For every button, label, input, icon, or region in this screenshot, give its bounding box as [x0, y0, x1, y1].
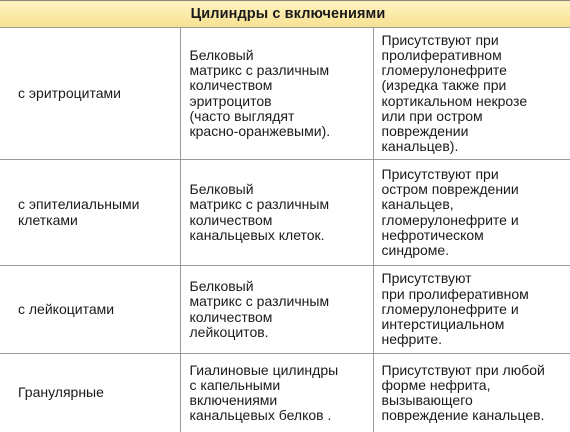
- table-row: [0, 160, 570, 266]
- cast-description-cell: Белковый матрикс с различным количеством лейкоцитов.: [180, 266, 373, 354]
- cast-occurrence-cell: Присутствуют при пролиферативном гломерулонефрите (изредка также при кортикальном некрозе или при остром повреждении канальцев).: [373, 28, 570, 160]
- cast-occurrence-cell: Присутствуют при остром повреждении канальцев, гломерулонефрите и нефротическом синдроме.: [373, 160, 570, 266]
- cast-name-cell: с эритроцитами: [0, 28, 180, 160]
- cast-name-cell: с лейкоцитами: [0, 266, 180, 354]
- table-title-cell: [0, 1, 570, 28]
- cast-description-cell: Белковый матрикс с различным количеством эритроцитов (часто выглядят красно-оранжевыми).: [180, 28, 373, 160]
- cast-occurrence-cell: Присутствуют при любой форме нефрита, вызывающего повреждение канальцев.: [373, 354, 570, 432]
- cast-name-cell: Гранулярные: [0, 354, 180, 432]
- table-row: [0, 354, 570, 432]
- cast-name-cell: с эпителиальными клетками: [0, 160, 180, 266]
- cast-description-cell: Гиалиновые цилиндры с капельными включениями канальцевых белков .: [180, 354, 373, 432]
- table-row: [0, 266, 570, 354]
- table-title: Цилиндры с включениями: [185, 6, 386, 22]
- table-title-row: [0, 1, 570, 28]
- cast-occurrence-cell: Присутствуют при пролиферативном гломерулонефрите и интерстициальном нефрите.: [373, 266, 570, 354]
- table-row: [0, 28, 570, 160]
- cast-description-cell: Белковый матрикс с различным количеством канальцевых клеток.: [180, 160, 373, 266]
